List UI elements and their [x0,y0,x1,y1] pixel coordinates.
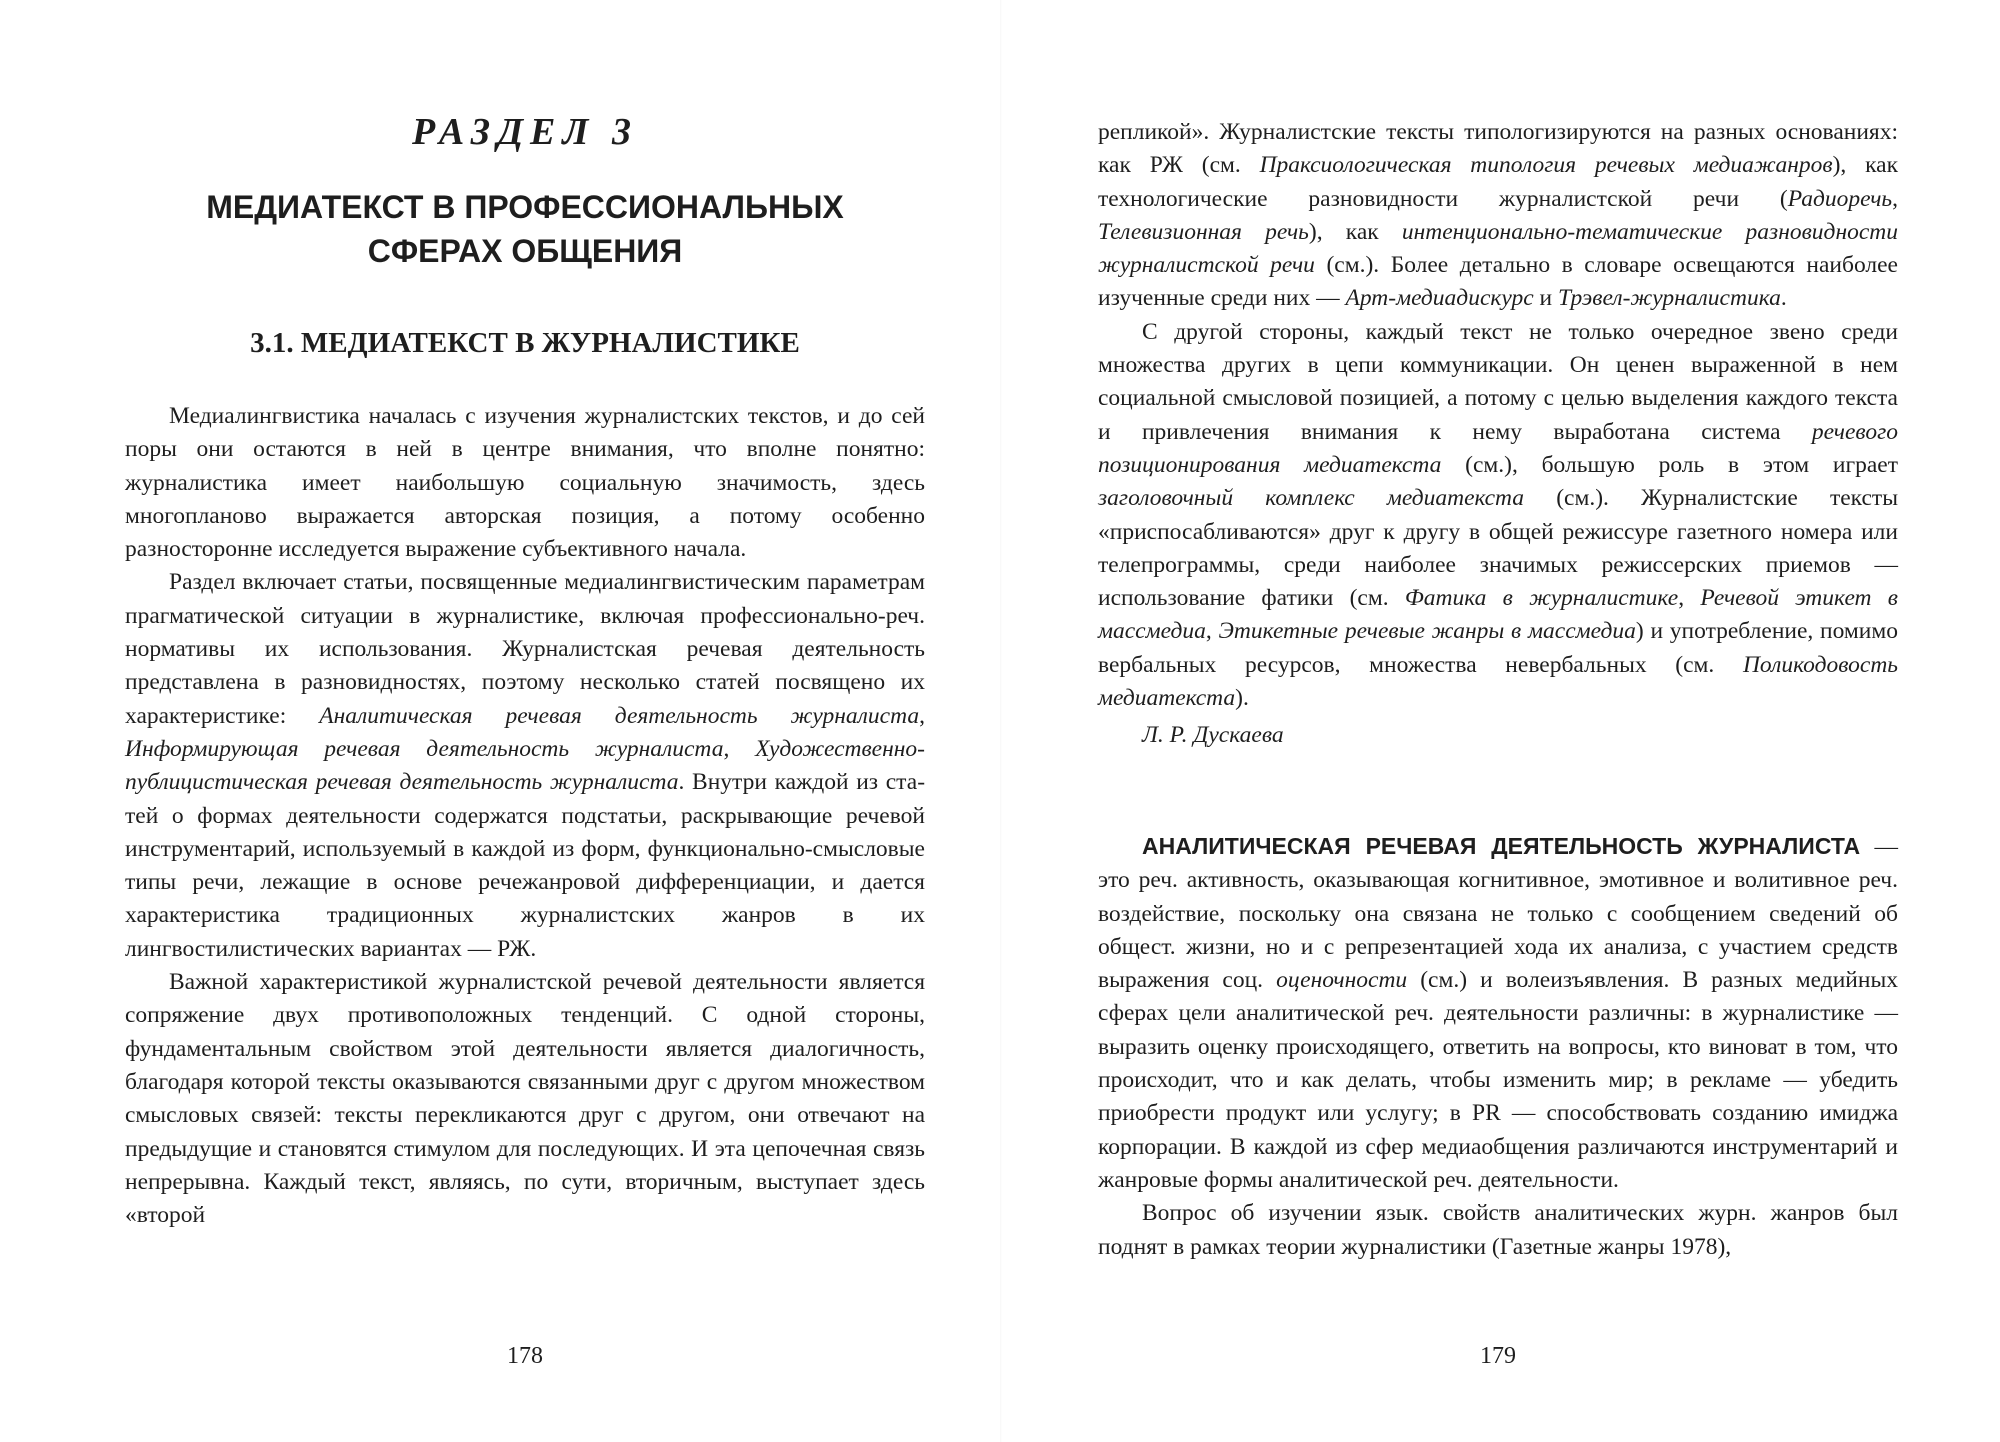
page-number: 178 [507,1343,543,1369]
cross-reference: заголовочный комплекс медиатекста [1098,485,1525,512]
paragraph [125,566,925,966]
paragraph: Вопрос об изучении язык. свойств аналитических журн. жанров был поднят в рамках теории журналистики (Газетные жанры 1978), [1098,1200,1898,1260]
text-run: . [1780,285,1787,312]
subsection-title: 3.1. МЕДИАТЕКСТ В ЖУРНАЛИСТИКЕ [250,327,800,359]
cross-reference: Трэвел-журналистика [1558,285,1781,312]
cross-reference: Речевой этикет в массмедиа [1098,585,1898,645]
article-author: Л. Р. Дускаева [1142,722,1284,749]
paragraph: Медиалингвистика началась с изучения журналистских текстов, и до сей поры они остаются в ней в центре внимания, что вполне понятно: журналистика имеет наибольшую социальную значимость, здесь многопланово выражается авторская позиция, а потому особенно разносторонне исследуется выражение субъективного начала. [125,403,925,563]
cross-reference: Арт-медиадискурс [1345,285,1534,312]
gutter [1000,0,1002,1442]
right-page [1098,0,1898,1442]
section-title-line1: МЕДИАТЕКСТ В ПРОФЕССИОНАЛЬНЫХ [206,189,844,225]
cross-reference: оценочности [1276,967,1408,994]
text-run: , [723,735,756,762]
text-run: , [919,702,925,729]
dictionary-entry [1098,830,1898,1264]
text-run: (см.). Более детально в словаре освещаются наиболее изученные среди них — [1098,252,1898,312]
text-run: ), как [1308,218,1402,245]
text-run: ) и употребление, помимо вербальных ресурсов, множества невербальных (см. [1098,618,1898,678]
text-run: , [1678,585,1701,612]
text-run: ). [1235,685,1249,712]
text-run: . Внутри каждой из статей о формах деятельности содержатся подстатьи, раскрывающие речевой инструментарий, используемый в каждой из форм, функционально-смысловые типы речи, лежащие в основе речежанровой дифференциации, и дается характеристика традиционных журналистских жанров в их лингвостилистических вариантах — РЖ. [125,769,926,962]
cross-reference: Праксиологическая типология речевых медиажанров [1259,152,1833,179]
cross-reference: Информирующая речевая деятельность журналиста [125,735,724,762]
text-run: , [1205,618,1219,645]
cross-reference: Художественно-публицистическая речевая деятельность журналиста [125,735,926,796]
text-run: (см.), большую роль в этом играет [1441,451,1898,478]
cross-reference: Этикетные речевые жанры в массмедиа [1218,618,1636,645]
paragraph: Важной характеристикой журналистской речевой деятельности является сопряжение двух противоположных тенденций. С одной стороны, фундаментальным свойством этой деятельности является диалогичность, благодаря которой тексты оказываются связанными друг с другом множеством смысловых связей: тексты перекликаются друг с другом, они отвечают на предыдущие и становятся стимулом для последующих. И эта цепочечная связь непрерывна. Каждый текст, являясь, по сути, вторичным, выступает здесь «второй [125,969,925,1229]
text-run: (см.). Журналистские тексты «приспосабливаются» друг к другу в общей режиссуре газетного номера или телепрограммы, среди наиболее значимых режиссерских приемов — использование фатики (см. [1098,485,1898,612]
text-run: С другой стороны, каждый текст не только очередное звено среди множества других в цепи коммуникации. Он ценен выраженной в нем социальной смысловой позицией, а потому с целью выделения каждого текста и привлечения внимания к нему выработана система [1098,318,1898,445]
text-run: , [1892,185,1898,212]
right-body-text [1098,116,1898,755]
cross-reference: интенционально-тематические разновидности журналистской речи [1098,218,1899,279]
left-page [125,0,925,1442]
left-body-text [125,400,925,1232]
cross-reference: Радиоречь [1787,185,1893,212]
text-run: репликой». Журналистские тексты типологизируются на разных основаниях: как РЖ (см. [1098,119,1898,179]
section-title [125,185,925,273]
cross-reference: Телевизионная речь [1098,218,1309,245]
section-title-line2: СФЕРАХ ОБЩЕНИЯ [367,233,683,269]
cross-reference: Аналитическая речевая деятельность журналиста [319,702,920,729]
cross-reference: Поликодовость медиатекста [1098,651,1898,712]
paragraph [1098,316,1898,716]
paragraph [1098,830,1898,1197]
page-number: 179 [1480,1343,1516,1369]
text-run: (см.) и волеизъявления. В разных медийных сферах цели аналитической реч. деятельности различны: в журналистике — выразить оценку происходящего, ответить на вопросы, кто виноват в том, что происходит, что и как делать, чтобы изменить мир; в рекламе — убедить приобрести продукт или услугу; в PR — способствовать созданию имиджа корпорации. В каждой из сфер медиаобщения различаются инструментарий и жанровые формы аналитической реч. деятельности. [1098,967,1899,1193]
section-label: РАЗДЕЛ 3 [412,111,638,153]
paragraph [1098,116,1898,316]
text-run: и [1533,285,1558,312]
text-run: — это реч. активность, оказывающая когнитивное, эмотивное и волитивное реч. воздействие, поскольку она связана не только с сообщением сведений об общест. жизни, но и с репрезентацией хода их анализа, с участием средств выражения соц. [1098,834,1898,994]
cross-reference: речевого позиционирования медиатекста [1098,418,1898,478]
text-run: Раздел включает статьи, посвященные медиалингвистическим параметрам прагматической ситуации в журналистике, включая профессионально-реч. нормативы их использования. Журналистская речевая деятельность представлена в разновидностях, поэтому несколько статей посвящено их характеристике: [125,569,925,729]
entry-headword: АНАЛИТИЧЕСКАЯ РЕЧЕВАЯ ДЕЯТЕЛЬНОСТЬ ЖУРНАЛИСТА [1142,833,1861,859]
cross-reference: Фатика в журналистике [1404,585,1679,612]
text-run: ), как технологические разновидности журналистской речи ( [1098,152,1898,212]
